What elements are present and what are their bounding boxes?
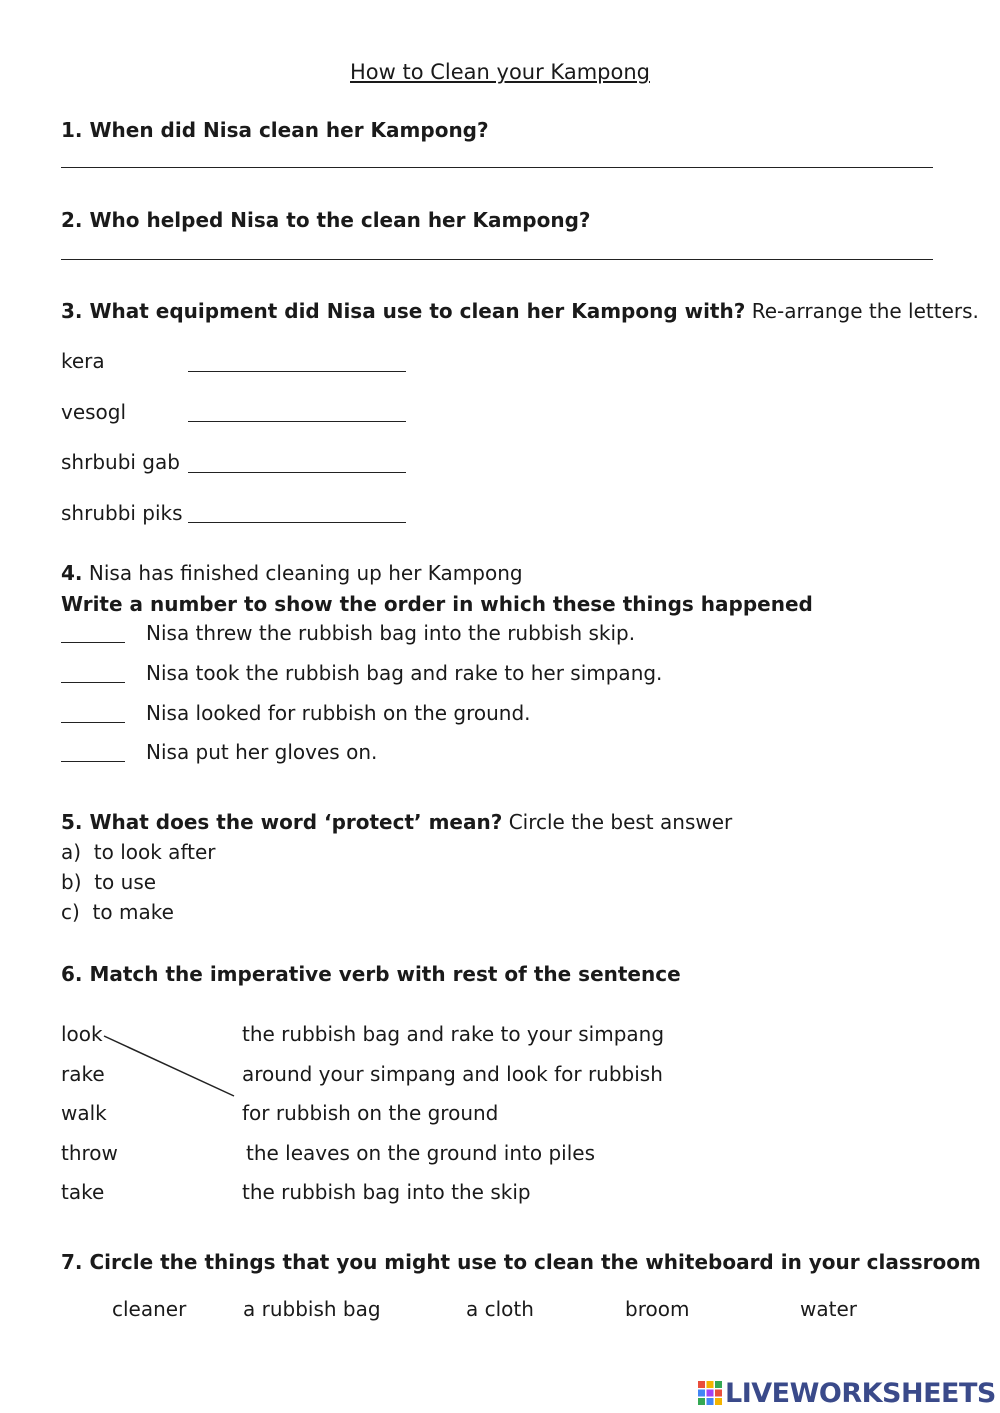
option-text: to look after [93, 840, 216, 864]
question-3-instruction: Re-arrange the letters. [751, 299, 979, 323]
sentence-ending[interactable]: the rubbish bag and rake to your simpang [242, 1022, 665, 1046]
worksheet-title: How to Clean your Kampong [350, 60, 650, 84]
scrambled-word: kera [61, 349, 105, 373]
sentence-ending[interactable]: around your simpang and look for rubbish [242, 1062, 663, 1086]
sentence-ending[interactable]: for rubbish on the ground [242, 1101, 499, 1125]
option-text: to make [92, 900, 174, 924]
sentence-ending[interactable]: the leaves on the ground into piles [246, 1141, 595, 1165]
option-letter: c) [61, 900, 80, 924]
question-3-text: 3. What equipment did Nisa use to clean her Kampong with? [61, 299, 746, 323]
question-4-number: 4. [61, 561, 83, 585]
sentence-ending[interactable]: the rubbish bag into the skip [242, 1180, 531, 1204]
verb-item[interactable]: rake [61, 1062, 105, 1086]
cleaning-choice[interactable]: broom [625, 1297, 690, 1321]
liveworksheets-icon [697, 1380, 723, 1406]
option-letter: a) [61, 840, 82, 864]
verb-item[interactable]: walk [61, 1101, 107, 1125]
verb-item[interactable]: take [61, 1180, 105, 1204]
cleaning-choice[interactable]: a cloth [466, 1297, 534, 1321]
logo-text: LIVEWORKSHEETS [725, 1378, 996, 1409]
question-2: 2. Who helped Nisa to the clean her Kampong? [61, 208, 591, 232]
scrambled-word: shrbubi gab [61, 450, 180, 474]
question-7: 7. Circle the things that you might use to clean the whiteboard in your classroom [61, 1250, 981, 1274]
sequence-event: Nisa put her gloves on. [146, 740, 378, 764]
sequence-event: Nisa threw the rubbish bag into the rubbish skip. [146, 621, 636, 645]
question-6: 6. Match the imperative verb with rest of the sentence [61, 962, 681, 986]
cleaning-choice[interactable]: a rubbish bag [243, 1297, 381, 1321]
option-letter: b) [61, 870, 82, 894]
question-1: 1. When did Nisa clean her Kampong? [61, 118, 489, 142]
verb-item[interactable]: throw [61, 1141, 118, 1165]
sequence-event: Nisa looked for rubbish on the ground. [146, 701, 531, 725]
question-4-instruction: Write a number to show the order in which these things happened [61, 592, 813, 616]
question-4-intro: Nisa has finished cleaning up her Kampong [88, 561, 523, 585]
question-5-instruction: Circle the best answer [508, 810, 733, 834]
sequence-event: Nisa took the rubbish bag and rake to her simpang. [146, 661, 663, 685]
question-5-text: 5. What does the word ‘protect’ mean? [61, 810, 503, 834]
option-text: to use [94, 870, 157, 894]
scrambled-word: vesogl [61, 400, 127, 424]
cleaning-choice[interactable]: water [800, 1297, 857, 1321]
cleaning-choice[interactable]: cleaner [112, 1297, 187, 1321]
scrambled-word: shrubbi piks [61, 501, 183, 525]
verb-item[interactable]: look [61, 1022, 103, 1046]
